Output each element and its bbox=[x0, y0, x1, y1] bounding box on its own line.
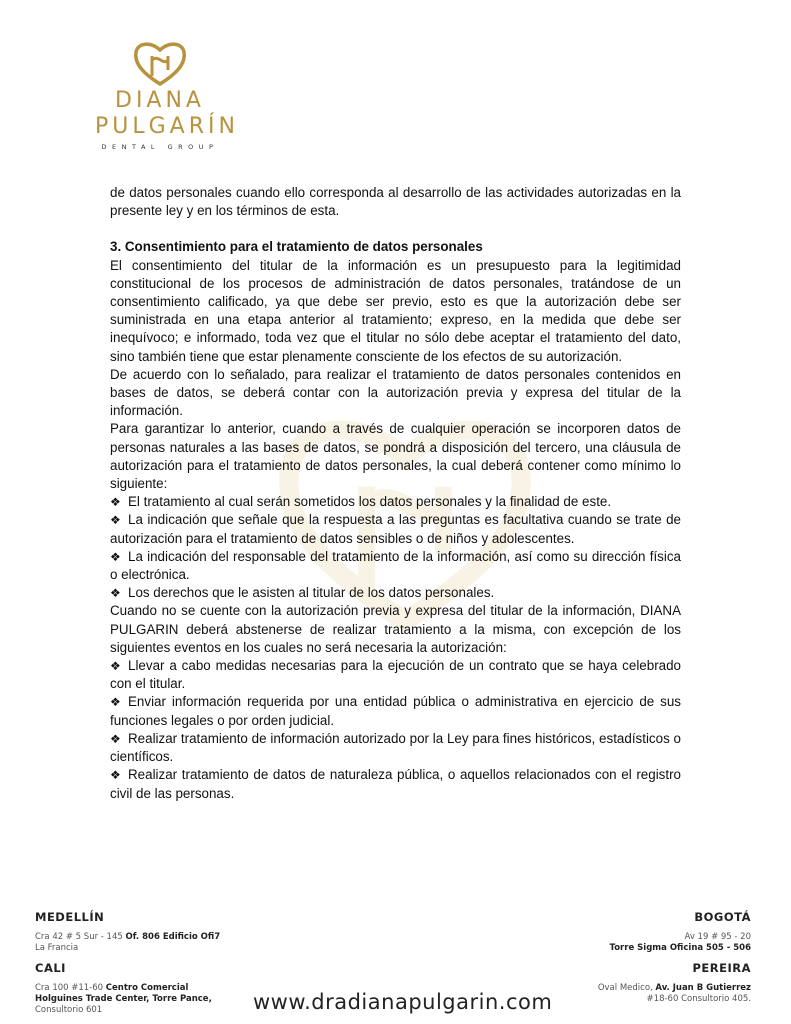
address-line: Torre Sigma Oficina 505 - 506 bbox=[609, 943, 751, 953]
diamond-bullet-icon: ❖ bbox=[110, 586, 121, 601]
address-line: Consultorio 601 bbox=[35, 1005, 103, 1015]
city-name: MEDELLÍN bbox=[35, 910, 105, 924]
office-pereira bbox=[598, 961, 751, 1005]
list-item: ❖ Enviar información requerida por una entidad pública o administrativa en ejercicio de sus funciones legales o por orden judicial. bbox=[110, 694, 681, 728]
list-item: ❖ La indicación que señale que la respuesta a las preguntas es facultativa cuando se trate de autorización para el tratamiento de datos sensibles o de niños y adolescentes. bbox=[110, 512, 681, 546]
address-line: #18-60 Consultorio 405. bbox=[646, 994, 751, 1004]
city-name: BOGOTÁ bbox=[694, 910, 751, 924]
brand-name-line1: DIANA bbox=[115, 88, 205, 113]
city-name: CALI bbox=[35, 961, 66, 975]
paragraph-exceptions: Cuando no se cuente con la autorización previa y expresa del titular de la información, DIANA PULGARIN deberá abstenerse de realizar tratamiento a la misma, con excepción de los siguientes eventos en los cuales no será necesaria la autorización: bbox=[110, 603, 681, 655]
diamond-bullet-icon: ❖ bbox=[110, 495, 121, 510]
brand-subtitle: DENTAL GROUP bbox=[101, 143, 219, 151]
list-item: ❖ La indicación del responsable del tratamiento de la información, así como su dirección física o electrónica. bbox=[110, 548, 681, 583]
address-line: Cra 100 #11-60 Centro Comercial bbox=[35, 983, 189, 993]
list-item: ❖ El tratamiento al cual serán sometidos los datos personales y la finalidad de este. bbox=[110, 493, 681, 511]
paragraph-authorization: De acuerdo con lo señalado, para realizar el tratamiento de datos personales contenidos en bases de datos, se deberá contar con la autorización previa y expresa del titular de la información. bbox=[110, 366, 681, 419]
office-medellin bbox=[35, 910, 220, 954]
page-footer bbox=[0, 905, 791, 1024]
document-body bbox=[110, 184, 681, 803]
intro-paragraph: de datos personales cuando ello corresponda al desarrollo de las actividades autorizadas en la presente ley y en los términos de esta. bbox=[110, 185, 681, 219]
city-name: PEREIRA bbox=[692, 961, 751, 975]
office-cali bbox=[35, 961, 212, 1016]
list-item: ❖ Llevar a cabo medidas necesarias para la ejecución de un contrato que se haya celebrado con el titular. bbox=[110, 658, 681, 692]
tooth-heart-logo-icon bbox=[130, 40, 190, 88]
address-line: Holguines Trade Center, Torre Pance, bbox=[35, 994, 212, 1004]
list-item: ❖ Los derechos que le asisten al titular de los datos personales. bbox=[110, 584, 681, 602]
address-line: La Francia bbox=[35, 943, 79, 953]
diamond-bullet-icon: ❖ bbox=[110, 513, 121, 528]
section-heading: 3. Consentimiento para el tratamiento de datos personales bbox=[110, 239, 483, 255]
diamond-bullet-icon: ❖ bbox=[110, 731, 121, 746]
address-line: Av 19 # 95 - 20 bbox=[684, 932, 751, 942]
paragraph-guarantee: Para garantizar lo anterior, cuando a través de cualquier operación se incorporen datos de personas naturales a las bases de datos, se pondrá a disposición del tercero, una cláusula de autorización para el tratamiento de datos personales, la cual deberá contener como mínimo lo siguiente: bbox=[110, 421, 681, 492]
paragraph-consent: El consentimiento del titular de la información es un presupuesto para la legitimidad constitucional de los procesos de administración de datos personales, tratándose de un consentimiento calificado, ya que debe ser previo, esto es que la autorización debe ser suministrada en una etapa anterior al tratamiento; expreso, en la medida que debe ser inequívoco; e informado, toda vez que el titular no sólo debe aceptar el tratamiento del dato, sino también tiene que estar plenamente consciente de los efectos de su autorización. bbox=[110, 257, 681, 364]
diamond-bullet-icon: ❖ bbox=[110, 695, 121, 710]
office-bogota bbox=[610, 910, 751, 954]
diamond-bullet-icon: ❖ bbox=[110, 768, 121, 783]
address-line: Oval Medico, Av. Juan B Gutierrez bbox=[597, 983, 751, 993]
list-item: ❖ Realizar tratamiento de datos de naturaleza pública, o aquellos relacionados con el registro civil de las personas. bbox=[110, 767, 681, 801]
brand-logo bbox=[95, 40, 239, 151]
website-link[interactable]: www.dradianapulgarin.com bbox=[253, 990, 553, 1014]
list-item: ❖ Realizar tratamiento de información autorizado por la Ley para fines históricos, estadísticos o científicos. bbox=[110, 730, 681, 765]
brand-name-line2: PULGARÍN bbox=[95, 114, 239, 139]
diamond-bullet-icon: ❖ bbox=[110, 549, 121, 564]
address-line: Cra 42 # 5 Sur - 145 Of. 806 Edificio Ofi7 bbox=[35, 932, 221, 942]
diamond-bullet-icon: ❖ bbox=[110, 659, 121, 674]
